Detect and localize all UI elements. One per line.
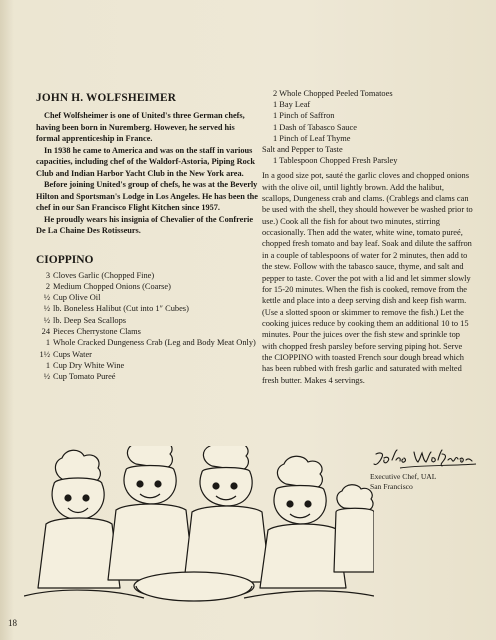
ingredient-item: 1 Bay Leaf (273, 100, 311, 110)
ingredient-qty: ½ (43, 304, 50, 314)
ingredient-item: 1 Pinch of Saffron (273, 111, 335, 121)
ingredient-item (36, 270, 258, 281)
cartoon-chefs-illustration (24, 446, 374, 616)
ingredient-text: Cloves Garlic (Chopped Fine) (53, 270, 155, 280)
ingredient-qty: 2 (45, 281, 50, 291)
ingredient-text: Cups Water (53, 349, 92, 359)
ingredient-qty: 1 (45, 360, 50, 370)
ingredient-item: 1 Tablespoon Chopped Fresh Parsley (273, 156, 398, 166)
page-number: 18 (8, 618, 17, 628)
chef-bio (36, 92, 258, 237)
ingredient-text: lb. Deep Sea Scallops (53, 315, 127, 325)
ingredient-text: Medium Chopped Onions (Coarse) (53, 281, 171, 291)
signature-block (370, 448, 480, 491)
ingredient-text: Cup Olive Oil (53, 293, 101, 303)
ingredient-text: lb. Boneless Halibut (Cut into 1″ Cubes) (53, 304, 189, 314)
ingredient-qty: ½ (43, 315, 50, 325)
ingredient-list-left (36, 270, 258, 383)
ingredient-item (36, 303, 258, 314)
chef-hat-icon (203, 446, 248, 470)
ingredient-qty: ½ (43, 372, 50, 382)
bio-paragraph: In 1938 he came to America and was on the staff in various capacities, including chef of the Waldorf-Astoria, Piping Rock Club and Indian Harbor Yacht Club in the New York area. (36, 145, 256, 178)
ingredient-item (36, 371, 258, 382)
ingredient-qty: 24 (41, 326, 50, 336)
signature-title (370, 472, 480, 491)
ingredient-item: 2 Whole Chopped Peeled Tomatoes (273, 89, 393, 98)
ingredient-text: Pieces Cherrystone Clams (53, 326, 141, 336)
signature-location-line: San Francisco (370, 481, 413, 491)
ingredient-text: Cup Tomato Pureé (53, 372, 116, 382)
left-column (36, 92, 258, 382)
ingredient-qty: 1 (45, 338, 50, 348)
ingredient-list-right (262, 88, 474, 166)
recipe-method: In a good size pot, sauté the garlic cloves and chopped onions with the olive oil, until lightly brown. Add the halibut, scallops, Dungeness crab and clams. (Crablegs and clams can be used with the shell, they should however be washed prior to use.) Cook all the fish for about two minutes, stirring occasionally. Then add the water, white wine, tomato pureé, chopped fresh tomato and bay leaf. Soak and dilute the saffron in a couple of tablespoons of water for 2 minutes, then add to the stew. Follow with the tabasco sauce, thyme, and salt and pepper to taste. Cover the pot with a lid and let simmer slowly for 15-20 minutes. When the fish is cooked, remove from the kettle and place into a deep serving dish and keep fish warm. (Use a slotted spoon or skimmer to remove the fish.) Let the cooking juices reduce by cooking them an additional 10 to 15 minutes. Pour the juices over the fish stew and sprinkle top with chopped fresh parsley before serving piping hot. Serve the CIOPPINO with toasted French sour dough bread which has been rubbed with fresh garlic and saturated with melted fresh butter. Makes 4 servings. (262, 171, 473, 385)
ingredient-item (36, 360, 258, 371)
ingredient-item (36, 326, 258, 337)
ingredient-item: Salt and Pepper to Taste (262, 145, 343, 155)
ingredient-item (36, 337, 258, 348)
right-column (262, 88, 474, 386)
ingredient-item (36, 292, 258, 303)
chef-hat-icon (277, 456, 322, 488)
bio-paragraph: Before joining United's group of chefs, he was at the Beverly Hilton and Sportsman's Lodge in Los Angeles. He has been the chef in our San Francisco Flight Kitchen since 1957. (36, 180, 258, 212)
handwritten-signature (370, 448, 480, 472)
signature-title-line: Executive Chef, UAL (370, 472, 437, 481)
ingredient-item: 1 Pinch of Leaf Thyme (273, 133, 351, 143)
ingredient-item: 1 Dash of Tabasco Sauce (273, 122, 357, 132)
ingredient-item (36, 349, 258, 360)
ingredient-qty: 3 (45, 270, 50, 280)
ingredient-item (36, 315, 258, 326)
chef-name-heading: JOHN H. WOLFSHEIMER (36, 92, 177, 104)
chef-hat-icon (337, 485, 373, 511)
ingredient-qty: ½ (43, 293, 50, 303)
bio-paragraph: Chef Wolfsheimer is one of United's three German chefs, having been born in Nuremberg. However, he served his formal apprenticeship in France. (36, 111, 245, 143)
ingredient-text: Whole Cracked Dungeness Crab (Leg and Body Meat Only) (53, 338, 256, 348)
recipe-title: CIOPPINO (36, 253, 94, 266)
bio-paragraph: He proudly wears his insignia of Chevalier of the Confrerie De La Chaine Des Rotisseurs. (36, 214, 254, 235)
ingredient-qty: 1½ (39, 349, 50, 359)
ingredient-text: Cup Dry White Wine (53, 360, 125, 370)
ingredient-item (36, 281, 258, 292)
